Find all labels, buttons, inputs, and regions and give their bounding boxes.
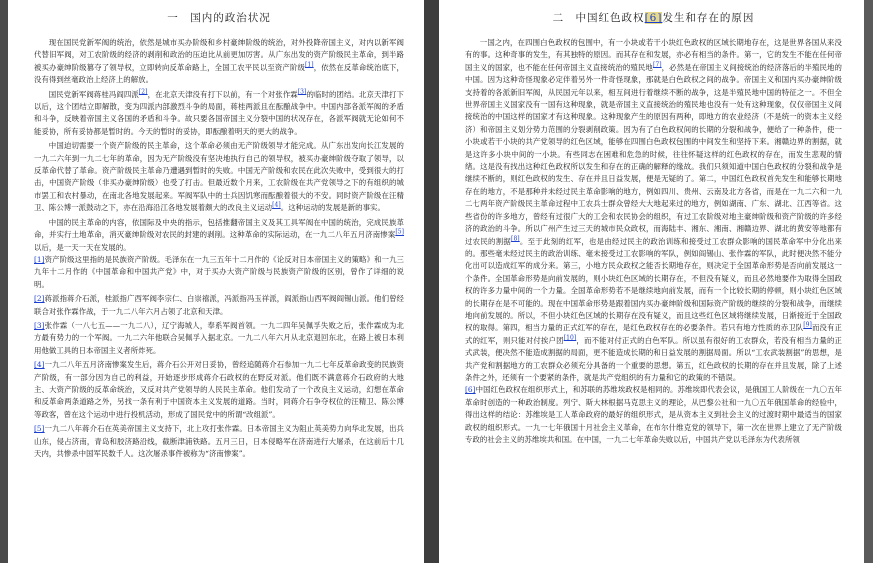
- footnote-text: 一九二八年蒋介石在英美帝国主义支持下，北上攻打张作霖。日本帝国主义为阻止英美势力向华北发展，出兵山东，侵占济南，青岛和胶济路沿线，截断津浦铁路。五月三日，日本侵略军在济南进行大屠杀，在这前后十几天内，共惨杀中国军民数千人。这次屠杀事件被称为“济南惨案”。: [34, 424, 404, 458]
- footnote: [34, 254, 404, 291]
- footnote-link[interactable]: [4]: [272, 201, 281, 209]
- footnote-text: 蒋派指蒋介石派，桂派指广西军阀李宗仁、白崇禧派，冯派指冯玉祥派，阎派指山西军阀阎锡山派。他们曾经联合对张作霖作战，于一九二八年六月占领了北京和天津。: [34, 294, 404, 316]
- page-right: [439, 0, 864, 563]
- footnote-link[interactable]: [5]: [395, 228, 404, 236]
- section-title-right: [465, 10, 842, 25]
- footnotes: [465, 384, 842, 446]
- footnote: [34, 320, 404, 357]
- section-title-left: 一 国内的政治状况: [167, 12, 271, 24]
- paragraph: [465, 37, 842, 384]
- paragraph-text: 现在国民党新军阀的统治，依然是城市买办阶级和乡村豪绅阶级的统治，对外投降帝国主义，对内以新军阀代替旧军阀，对工农阶级的经济的剥削和政治的压迫比从前更加厉害。从广东出发的资产阶级民主革命，到半路被买办豪绅阶级篡夺了领导权，立即转向反革命路上，全国工农平民以至资产阶级: [34, 38, 404, 72]
- viewer-edge: [864, 0, 873, 563]
- title-text: 发生和存在的原因: [662, 12, 755, 24]
- paragraph: [34, 217, 404, 254]
- page-gutter: [424, 0, 439, 563]
- title-text: 二 中国红色政权: [552, 12, 645, 24]
- footnote: [34, 293, 404, 318]
- footnote-link[interactable]: [3]: [297, 88, 307, 96]
- footnote-mark[interactable]: [2]: [34, 294, 45, 304]
- footnote: [34, 359, 404, 421]
- footnote-mark[interactable]: [4]: [34, 360, 45, 370]
- paragraph: [34, 140, 404, 214]
- footnote-link[interactable]: [2]: [138, 88, 148, 96]
- footnote-mark[interactable]: [3]: [34, 320, 45, 330]
- footnote-link[interactable]: [9]: [803, 321, 812, 329]
- paragraph-text: 中国的民主革命的内容，依国际及中央的指示，包括推翻帝国主义及其工具军阀在中国的统治，完成民族革命，并实行土地革命，消灭豪绅阶级对农民的封建的剥削。这种革命的实际运动，在一九二八年五月济南惨案: [34, 217, 404, 240]
- footnote-text: 资产阶级这里指的是民族资产阶级。毛泽东在一九三五年十二月作的《论反对日本帝国主义的策略》和一九三九年十二月作的《中国革命和中国共产党》中，对于买办大资产阶级与民族资产阶级的区别，曾作了详细的说明。: [34, 254, 404, 289]
- footnote-mark[interactable]: [1]: [34, 254, 45, 264]
- footnote-link[interactable]: [8]: [511, 235, 520, 243]
- footnote-mark[interactable]: [5]: [34, 424, 45, 434]
- paragraph-text: ，依然在反革命统治底下，没有得到丝毫政治上经济上的解放。: [34, 62, 404, 85]
- footnote-link[interactable]: [10]: [563, 334, 577, 342]
- paragraph-text: 以后，是一天一天在发展的。: [34, 242, 131, 252]
- paragraph-text: 的临时的团结。北京天津打下以后，这个团结立即解散，变为四派内部激烈斗争的局面，蒋桂两派且在酝酿战争中。中国内部各派军阀的矛盾和斗争，反映着帝国主义各国的矛盾和斗争。故只要各国帝国主义分裂中国的状况存在，各派军阀就无论如何不能妥协，所有妥协都是暂时的。今天的暂时的妥协，即酝酿着明天的更大的战争。: [34, 89, 404, 136]
- footnote: [465, 384, 842, 446]
- footnote-mark[interactable]: [6]: [465, 385, 476, 395]
- paragraph-text: 中国迫切需要一个资产阶级的民主革命，这个革命必须由无产阶级领导才能完成。从广东出发向长江发展的一九二六年到一九二七年的革命，因为无产阶级没有坚决地执行自己的领导权，被买办豪绅阶级夺取了领导，以反革命代替了革命。资产阶级民主革命乃遭遇到暂时的失败。中国无产阶级和农民在此次失败中，受到很大的打击，中国资产阶级（非买办豪绅阶级）也受了打击。但最近数个月来，工农阶级在共产党领导之下的有组织的城市罢工和农村暴动，在南北各地发展起来。军阀军队中的士兵因饥寒而酝酿着很大的不安。同时资产阶级在汪精卫、陈公博一派鼓动之下，亦在沿海沿江各地发展着颇大的改良主义运动: [34, 141, 404, 213]
- footnote-text: 张作霖（一八七五——一九二八），辽宁海城人，奉系军阀首领。一九二四年吴佩孚失败之后，张作霖成为北方最有势力的一个军阀。一九二六年他联合吴佩孚入据北京。一九二八年六月从北京退回东北，在路上被日本利用他做工具的日本帝国主义者所炸死。: [34, 320, 404, 355]
- footnote-text: 一九二八年五月济南惨案发生后，蒋介石公开对日妥协，曾经追随蒋介石参加一九二七年反革命政变的民族资产阶级，有一部分因为自己的利益，开始逐步形成蒋介石政权的在野反对派。他们既不满意蒋介石政府的大地主、大资产阶级的反革命统治，又反对共产党领导的人民民主革命。他们发动了一个改良主义运动，幻想在革命和反革命两条道路之外，另找一条有利于中国资本主义发展的道路。当时，同蒋介石争夺权位的汪精卫、陈公博等政客，曾在这个运动中进行投机活动，形成了国民党中的所谓“改组派”。: [34, 360, 404, 419]
- paragraph: [34, 89, 404, 139]
- paragraph-text: ，必然是在帝国主义间接统治的经济落后的半殖民地的中国。因为这种奇怪现象必定伴着另外一件奇怪现象，那就是白色政权之间的战争。帝国主义和国内买办豪绅阶级支持着的各派新旧军阀，从民国元年以来，相互间进行着继续不断的战争，这是半殖民地中国的特征之一。不但全世界帝国主义国家没有一国有这种现象，就是帝国主义直接统治的殖民地也没有一处有这种现象，仅仅帝国主义间接统治的中国这样的国家才有这种现象。这种现象产生的原因有两种，即地方的农业经济（不是统一的资本主义经济）和帝国主义划分势力范围的分裂剥削政策。因为有了白色政权间的长期的分裂和战争，便给了一种条件，使一小块或若干小块的共产党领导的红色区域，能够在四围白色政权包围的中间发生和坚持下来。湘赣边界的割据，就是这许多小块中间的一小块。有些同志在困难和危急的时候，往往怀疑这样的红色政权的存在，而发生悲观的情绪。这是没有找出这种红色政权所以发生和存在的正确的解释的缘故。我们只须知道中国白色政权的分裂和战争是继续不断的，则红色政权的发生、存在并且日益发展，便是无疑的了。第二，中国红色政权首先发生和能够长期地存在的地方，不是那种并未经过民主革命影响的地方，例如四川、贵州、云南及北方各省，而是在一九二六和一九二七两年资产阶级民主革命过程中工农兵士群众曾经大大地起来过的地方，例如湖南、广东、湖北、江西等省。这些省份的许多地方，曾经有过很广大的工会和农民协会的组织，有过工农阶级对地主豪绅阶级和资产阶级的许多经济的政治的斗争。所以广州产生过三天的城市民众政权，而海陆丰、湘东、湘南、湘赣边界、湖北的黄安等地都有过农民的割据: [465, 62, 843, 246]
- paragraph-text: 国民党新军阀蒋桂冯阎四派: [48, 89, 139, 99]
- paragraph: [34, 37, 404, 87]
- paragraph-text: 一国之内，在四围白色政权的包围中，有一小块或若干小块红色政权的区域长期地存在，这是世界各国从来没有的事。这种奇事的发生，有其独特的原因。而其存在和发展，亦必有相当的条件。第一，它的发生不能在任何帝国主义的国家，也不能在任何帝国主义直接统治的殖民地: [465, 38, 842, 72]
- page-left: [8, 0, 424, 563]
- paragraph-text: 。至于此刻的红军，也是由经过民主的政治训练和接受过工农群众影响的国民革命军中分化出来的。那些毫未经过民主的政治训练、毫未接受过工农影响的军队，例如阎锡山、张作霖的军队，此时便决然不能分化出可以造成红军的成分来。第三，小地方民众政权之能否长期地存在，则决定于全国革命形势是否向前发展这一个条件。全国革命形势是向前发展的，则小块红色区域的长期存在，不但没有疑义，而且必然地要作为取得全国政权的许多力量中间的一个力量。全国革命形势若不是继续地向前发展，而有一个比较长期的停顿，则小块红色区域的长期存在是不可能的。现在中国革命形势是跟着国内买办豪绅阶级和国际资产阶级的继续的分裂和战争，而继续地向前发展的。所以，不但小块红色区域的长期存在没有疑义，而且这些红色区域将继续发展，日渐接近于全国政权的取得。第四，相当力量的正式红军的存在，是红色政权存在的必要条件。若只有地方性质的赤卫队: [465, 236, 842, 333]
- footnote-link[interactable]: [7]: [652, 61, 662, 69]
- paragraph-text: ，在北京天津没有打下以前，有一个对张作霖: [147, 89, 298, 99]
- paragraph-text: 。这种运动的发展是新的事实。: [280, 203, 385, 213]
- paragraph-text: ，而不能对付正式的白色军队。所以虽有很好的工农群众，若没有相当力量的正式武装，便决然不能造成割据的局面，更不能造成长期的和日益发展的割据局面。所以“工农武装割据”的思想，是共产党和割据地方的工农群众必须充分具备的一个重要的思想。第五，红色政权的长期的存在并且发展，除了上述条件之外，还须有一个要紧的条件，就是共产党组织的有力量和它的政策的不错误。: [465, 335, 842, 382]
- footnotes: [34, 254, 404, 461]
- footnote: [34, 423, 404, 460]
- footnote-link[interactable]: [6]: [644, 12, 663, 24]
- footnote-text: 中国红色政权在组织形式上，和苏联的苏维埃政权是相同的。苏维埃即代表会议，是俄国工人阶级在一九〇五年革命时创造的一种政治制度。列宁、斯大林根据马克思主义的理论，从巴黎公社和一九〇五年俄国革命的经验中，得出这样的结论：苏维埃是工人革命政府的最好的组织形式，是从资本主义到社会主义的过渡时期中最适当的国家政权的组织形式。一九一七年俄国十月社会主义革命，在布尔什维克党的领导下，第一次在世界上建立了无产阶级专政的社会主义的苏维埃共和国。在中国，一九二七年革命失败以后，中国共产党以毛泽东为代表所领: [465, 385, 842, 444]
- paragraph-text: 而没有正式的红军，则只能对付挨户团: [465, 323, 842, 345]
- footnote-link[interactable]: [1]: [305, 61, 314, 69]
